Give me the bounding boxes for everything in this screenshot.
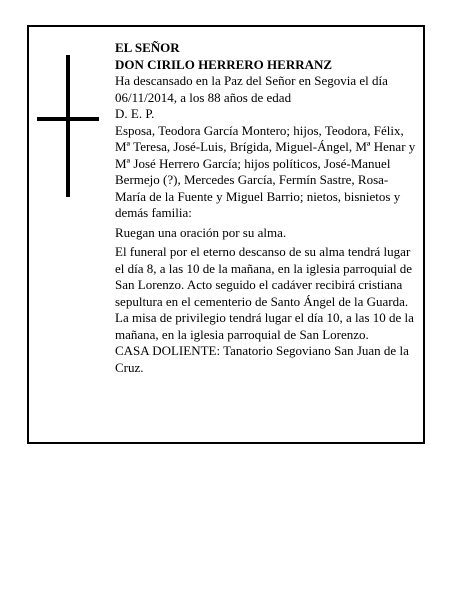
deceased-title: EL SEÑOR [115,40,180,55]
funeral-details: El funeral por el eterno descanso de su alma tendrá lugar el día 8, a las 10 de la mañana, en la iglesia parroquial de San Lorenzo. Acto seguido el cadáver recibirá cristiana sepultura en el cementerio de Santo Ángel de la Guarda. La misa de privilegio tendrá lugar el día 10, a las 10 de la mañana, en la iglesia parroquial de San Lorenzo. [115,244,414,342]
dep-abbreviation: D. E. P. [115,106,155,121]
cross-horizontal-bar [37,117,99,121]
death-statement: Ha descansado en la Paz del Señor en Segovia el día 06/11/2014, a los 88 años de edad [115,73,388,105]
family-members: Esposa, Teodora García Montero; hijos, Teodora, Félix, Mª Teresa, José-Luis, Brígida, Miguel-Ángel, Mª Henar y Mª José Herrero García; hijos políticos, José-Manuel Bermejo (?), Mercedes García, Fermín Sastre, Rosa-María de la Fuente y Miguel Barrio; nietos, bisnietos y demás familia: [115,122,416,220]
latin-cross-icon [37,55,99,197]
mourning-house: CASA DOLIENTE: Tanatorio Segoviano San Juan de la Cruz. [115,343,409,375]
cross-vertical-bar [66,55,70,197]
obituary-notice [27,25,425,444]
deceased-name: DON CIRILO HERRERO HERRANZ [115,56,333,72]
notice-text-block [115,40,417,376]
prayer-request: Ruegan una oración por su alma. [115,224,287,240]
